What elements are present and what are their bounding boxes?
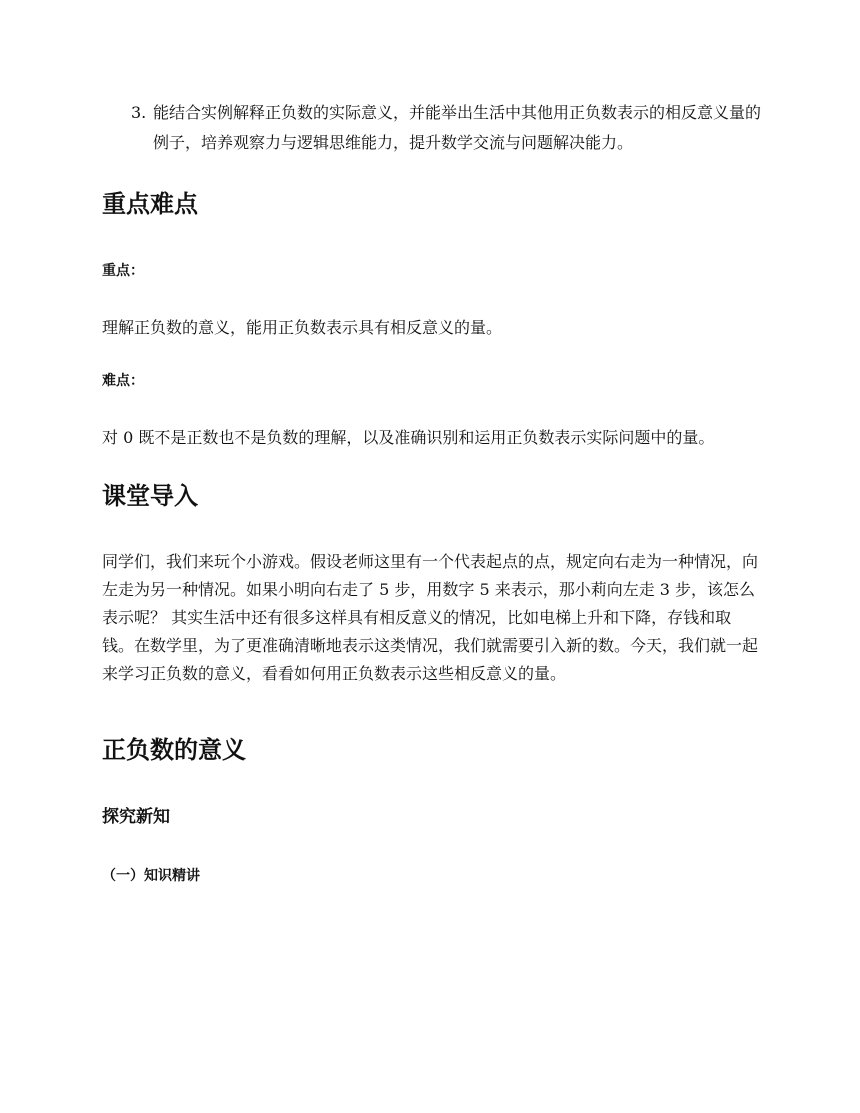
key-label: 重点： [102,263,144,279]
objective-text: 能结合实例解释正负数的实际意义，并能举出生活中其他用正负数表示的相反意义量的例子，培养观察力与逻辑思维能力，提升数学交流与问题解决能力。 [153,103,762,152]
list-number: 3. [131,103,147,122]
heading-intro: 课堂导入 [102,482,198,510]
subheading-explore: 探究新知 [102,807,170,827]
difficult-text: 对 0 既不是正数也不是负数的理解，以及准确识别和运用正负数表示实际问题中的量。 [102,428,715,447]
intro-paragraph: 同学们，我们来玩个小游戏。假设老师这里有一个代表起点的点，规定向右走为一种情况，向左走为另一种情况。如果小明向右走了 5 步，用数字 5 来表示，那小莉向左走 3 步，该怎么表示呢？ 其实生活中还有很多这样具有相反意义的情况，比如电梯上升和下降，存钱和取钱。在数学里，为了更准确清晰地表示这类情况，我们就需要引入新的数。今天，我们就一起来学习正负数的意义，看看如何用正负数表示这些相反意义的量。 [102,552,759,683]
key-text: 理解正负数的意义，能用正负数表示具有相反意义的量。 [102,318,503,337]
difficult-label: 难点： [102,373,144,389]
objective-item-3 [131,98,771,158]
section-label-knowledge: （一）知识精讲 [102,868,200,884]
heading-meaning: 正负数的意义 [102,736,246,764]
heading-key-points: 重点难点 [102,190,198,218]
